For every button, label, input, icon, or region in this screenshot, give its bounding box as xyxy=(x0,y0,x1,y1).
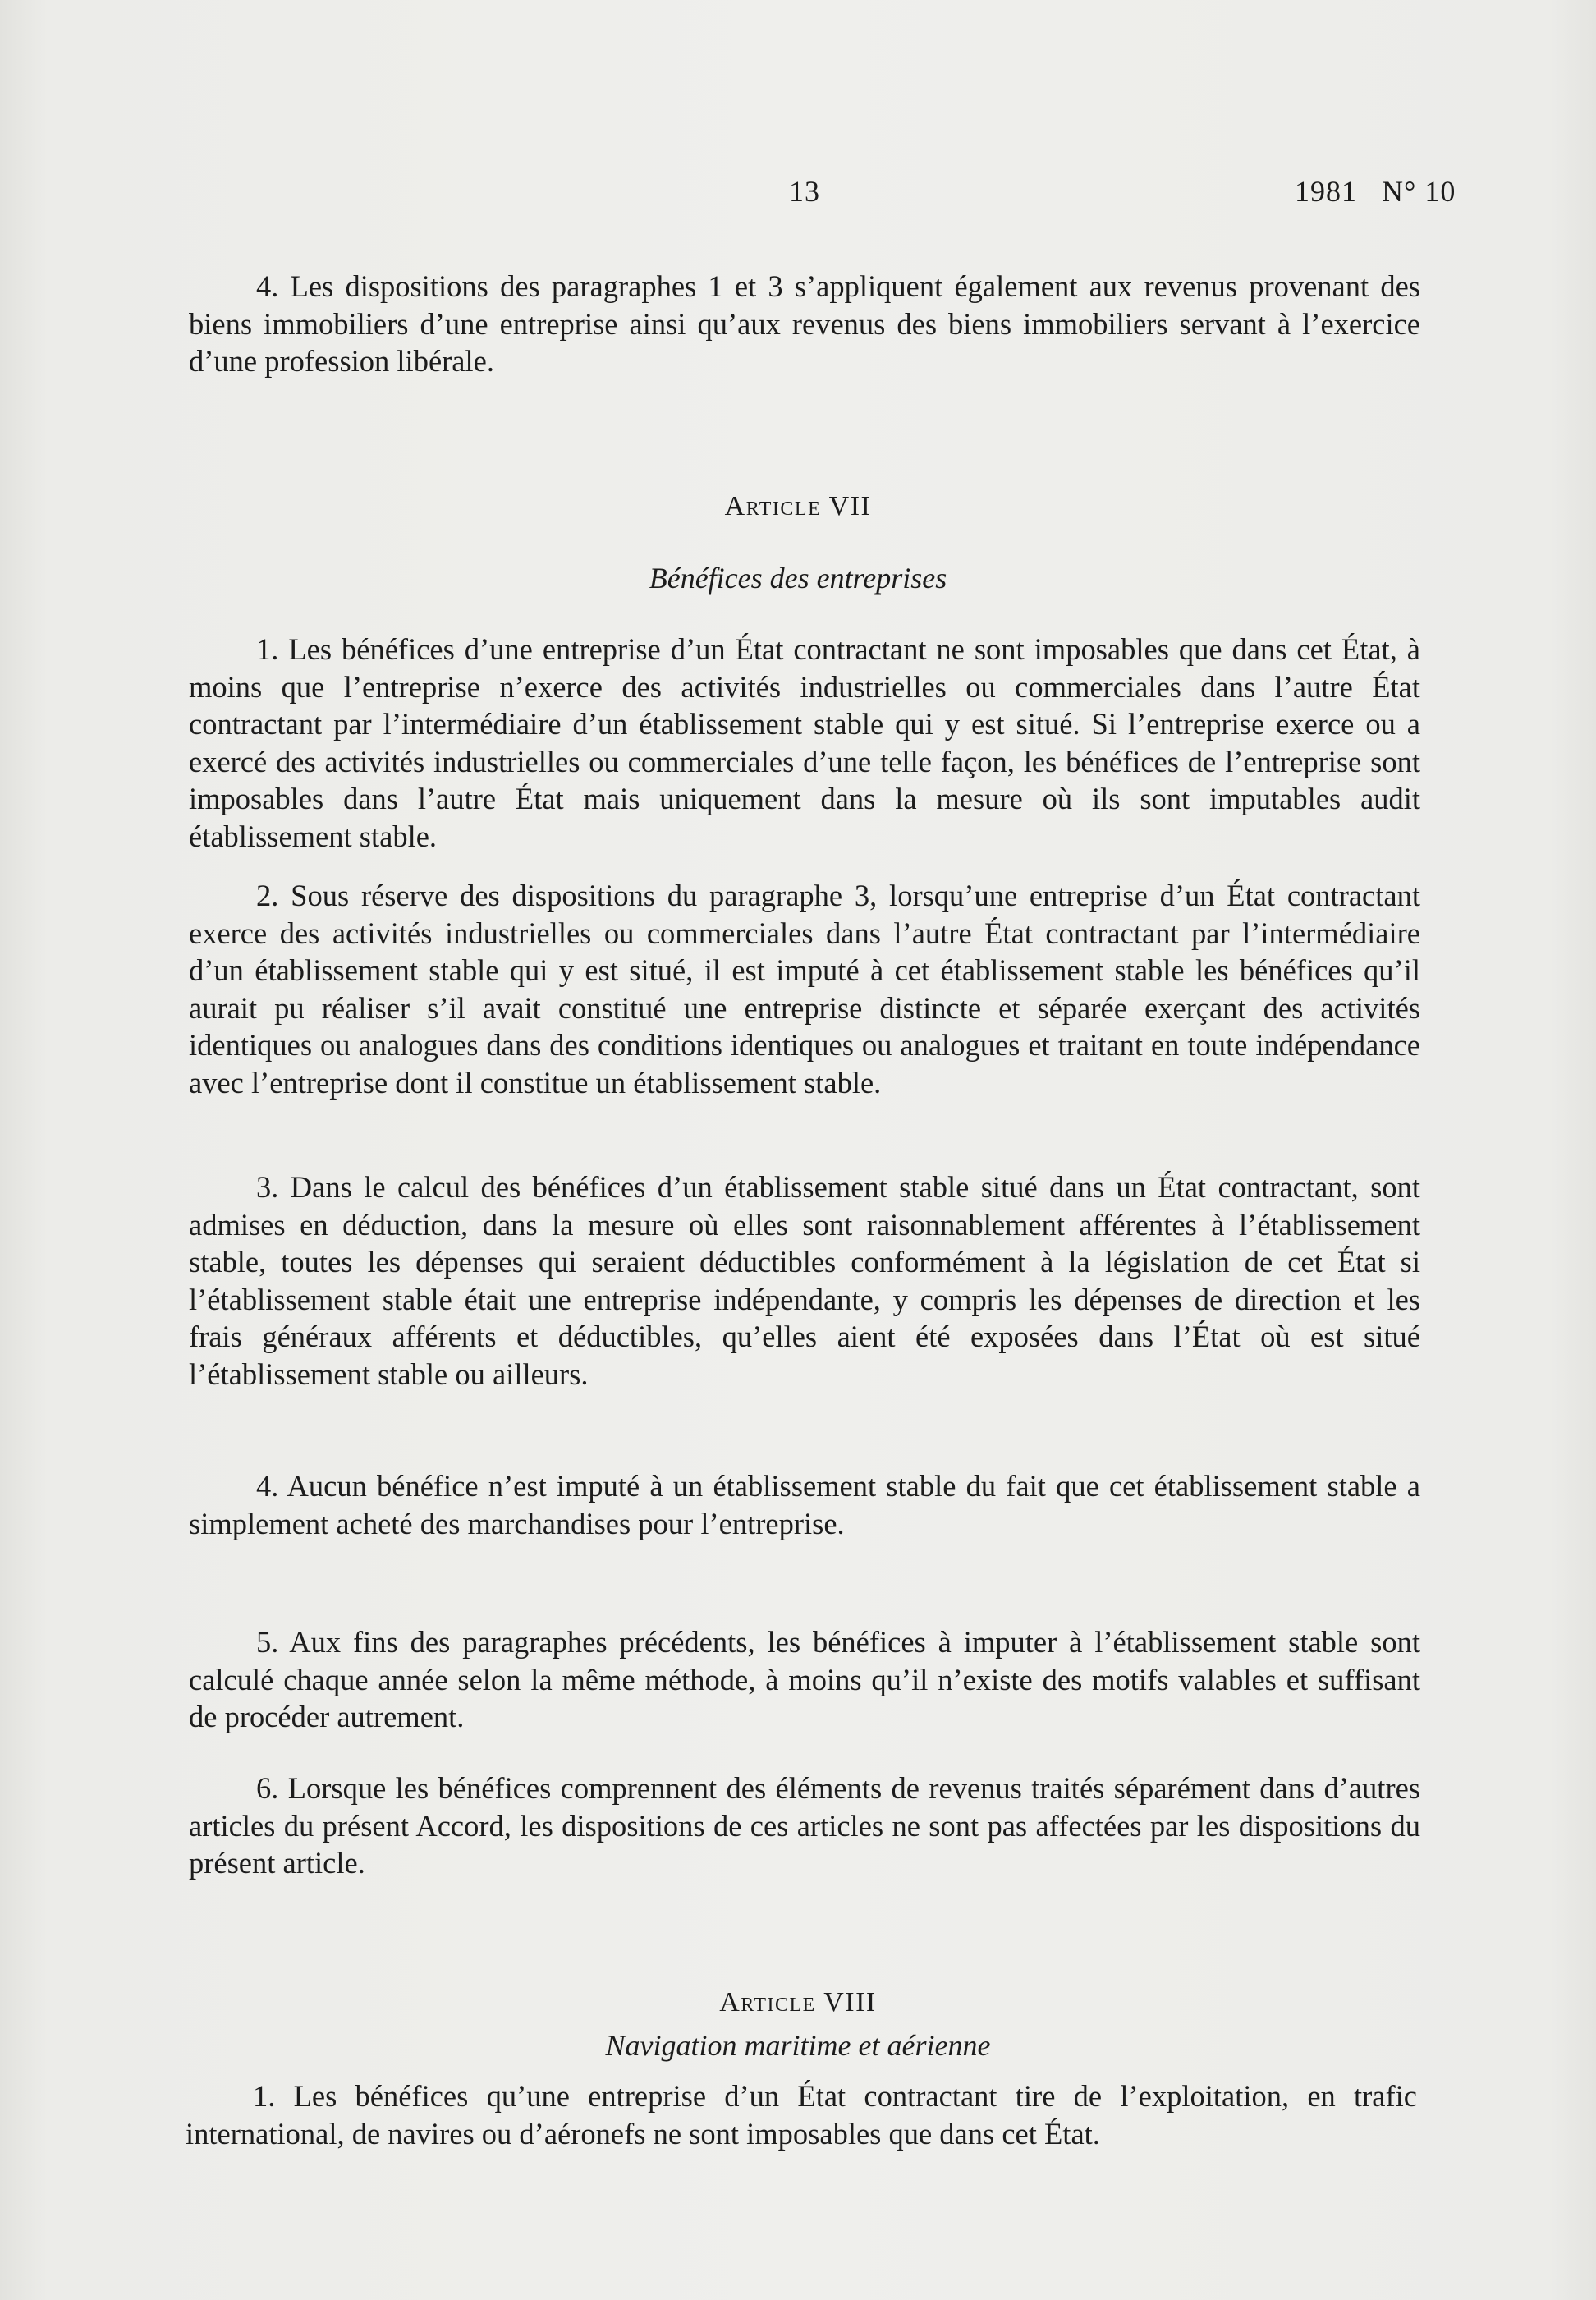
article-7-paragraph-4-block xyxy=(189,1467,1420,1542)
page-number: 13 xyxy=(789,175,820,208)
article-7-subtitle: Bénéfices des entreprises xyxy=(649,562,947,595)
article-7-paragraph-6: 6. Lorsque les bénéfices comprennent des éléments de revenus traités séparément dans d’autres articles du présent Accord, les dispositions de ces articles ne sont pas affectées par les dispositions du présent article. xyxy=(189,1771,1420,1880)
article-7-paragraph-1: 1. Les bénéfices d’une entreprise d’un État contractant ne sont imposables que dans cet État, à moins que l’entreprise n’exerce des activités industrielles ou commerciales dans l’autre État contractant par l’intermédiaire d’un établissement stable qui y est situé. Si l’entreprise exerce ou a exercé des activités industrielles ou commerciales d’une telle façon, les bénéfices de l’entreprise sont imposables dans l’autre État mais uniquement dans la mesure où ils sont imputables audit établissement stable. xyxy=(189,632,1420,853)
intro-paragraph-block xyxy=(189,268,1420,380)
article-7-paragraph-3: 3. Dans le calcul des bénéfices d’un établissement stable situé dans un État contractant, sont admises en déduction, dans la mesure où elles sont raisonnablement afférentes à l’établissement stable, toutes les dépenses qui seraient déductibles conformément à la législation de cet État si l’établissement stable était une entreprise indépendante, y compris les dépenses de direction et les frais généraux afférents et déductibles, qu’elles aient été exposées dans l’État où est situé l’établissement stable ou ailleurs. xyxy=(189,1170,1420,1391)
document-year: 1981 xyxy=(1295,175,1357,208)
article-7-paragraph-1-block xyxy=(189,631,1420,855)
article-7-paragraph-3-block xyxy=(189,1168,1420,1393)
document-reference xyxy=(1295,174,1456,209)
document-number: N° 10 xyxy=(1382,175,1456,208)
article-8-paragraph-1: 1. Les bénéfices qu’une entreprise d’un État contractant tire de l’exploitation, en trafic international, de navires ou d’aéronefs ne sont imposables que dans cet État. xyxy=(186,2079,1417,2151)
article-7-paragraph-6-block xyxy=(189,1770,1420,1882)
article-7-paragraph-2: 2. Sous réserve des dispositions du paragraphe 3, lorsqu’une entreprise d’un État contractant exerce des activités industrielles ou commerciales dans l’autre État contractant par l’intermédiaire d’un établissement stable qui y est situé, il est imputé à cet établissement stable les bénéfices qu’il aurait pu réaliser s’il avait constitué une entreprise distincte et séparée exerçant des activités identiques ou analogues dans des conditions identiques ou analogues et traitant en toute indépendance avec l’entreprise dont il constitue un établissement stable. xyxy=(189,879,1420,1100)
article-7-paragraph-2-block xyxy=(189,877,1420,1101)
article-7-paragraph-5-block xyxy=(189,1623,1420,1736)
paragraph-4-intro: 4. Les dispositions des paragraphes 1 et 3 s’appliquent également aux revenus provenant des biens immobiliers d’une entreprise ainsi qu’aux revenus des biens immobiliers servant à l’exercice d’une profession libérale. xyxy=(189,269,1420,378)
article-7-paragraph-4: 4. Aucun bénéfice n’est imputé à un établissement stable du fait que cet établissement stable a simplement acheté des marchandises pour l’entreprise. xyxy=(189,1469,1420,1540)
article-8-paragraph-1-block xyxy=(186,2077,1417,2152)
article-8-title: Article VIII xyxy=(719,1987,877,2018)
article-7-paragraph-5: 5. Aux fins des paragraphes précédents, les bénéfices à imputer à l’établissement stable sont calculé chaque année selon la même méthode, à moins qu’il n’existe des motifs valables et suffisant de procéder autrement. xyxy=(189,1625,1420,1733)
article-7-title: Article VII xyxy=(724,491,872,521)
article-8-subtitle: Navigation maritime et aérienne xyxy=(605,2029,991,2062)
